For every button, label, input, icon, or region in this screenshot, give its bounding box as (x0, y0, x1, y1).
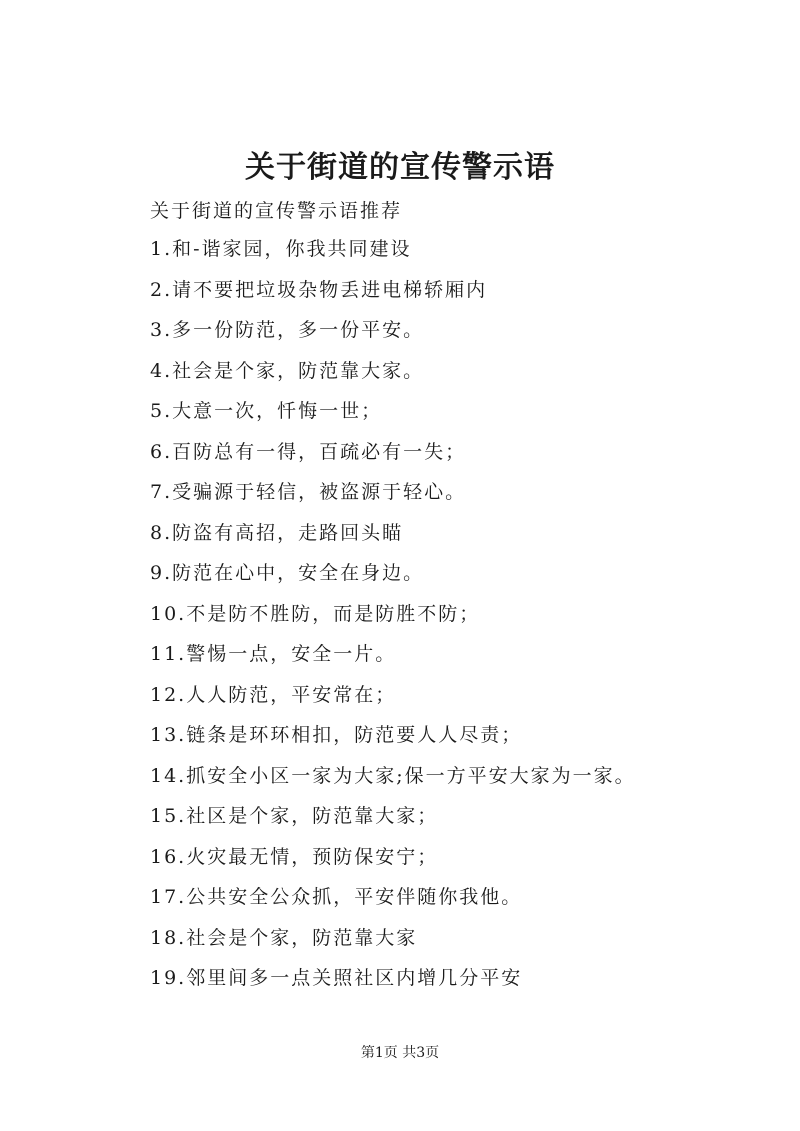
list-item: 8.防盗有高招，走路回头瞄 (150, 521, 404, 544)
list-item: 10.不是防不胜防，而是防胜不防； (150, 602, 481, 625)
list-item: 4.社会是个家，防范靠大家。 (150, 359, 425, 382)
list-item: 5.大意一次，忏悔一世； (150, 400, 383, 422)
subtitle: 关于街道的宣传警示语推荐 (150, 200, 403, 222)
list-item: 9.防范在心中，安全在身边。 (150, 562, 425, 584)
list-item: 2.请不要把垃圾杂物丢进电梯轿厢内 (150, 278, 488, 301)
list-item: 17.公共安全公众抓，平安伴随你我他。 (150, 886, 523, 908)
list-item: 1.和-谐家园，你我共同建设 (150, 238, 412, 260)
list-item: 19.邻里间多一点关照社区内增几分平安 (150, 967, 523, 989)
list-item: 6.百防总有一得，百疏必有一失； (150, 440, 467, 463)
page-footer: 第1页 共3页 (360, 1045, 440, 1061)
list-item: 3.多一份防范，多一份平安。 (150, 319, 425, 341)
list-item: 12.人人防范，平安常在； (150, 683, 397, 706)
page-title: 关于街道的宣传警示语 (245, 150, 555, 185)
slogan-list (150, 229, 636, 999)
list-item: 11.警惕一点，安全一片。 (150, 643, 397, 665)
list-item: 7.受骗源于轻信，被盗源于轻心。 (150, 481, 467, 503)
list-item: 18.社会是个家，防范靠大家 (150, 926, 418, 949)
list-item: 15.社区是个家，防范靠大家； (150, 805, 439, 827)
list-item: 13.链条是环环相扣，防范要人人尽责； (150, 724, 523, 746)
list-item: 14.抓安全小区一家为大家;保一方平安大家为一家。 (150, 764, 636, 787)
list-item: 16.火灾最无情，预防保安宁； (150, 845, 439, 868)
